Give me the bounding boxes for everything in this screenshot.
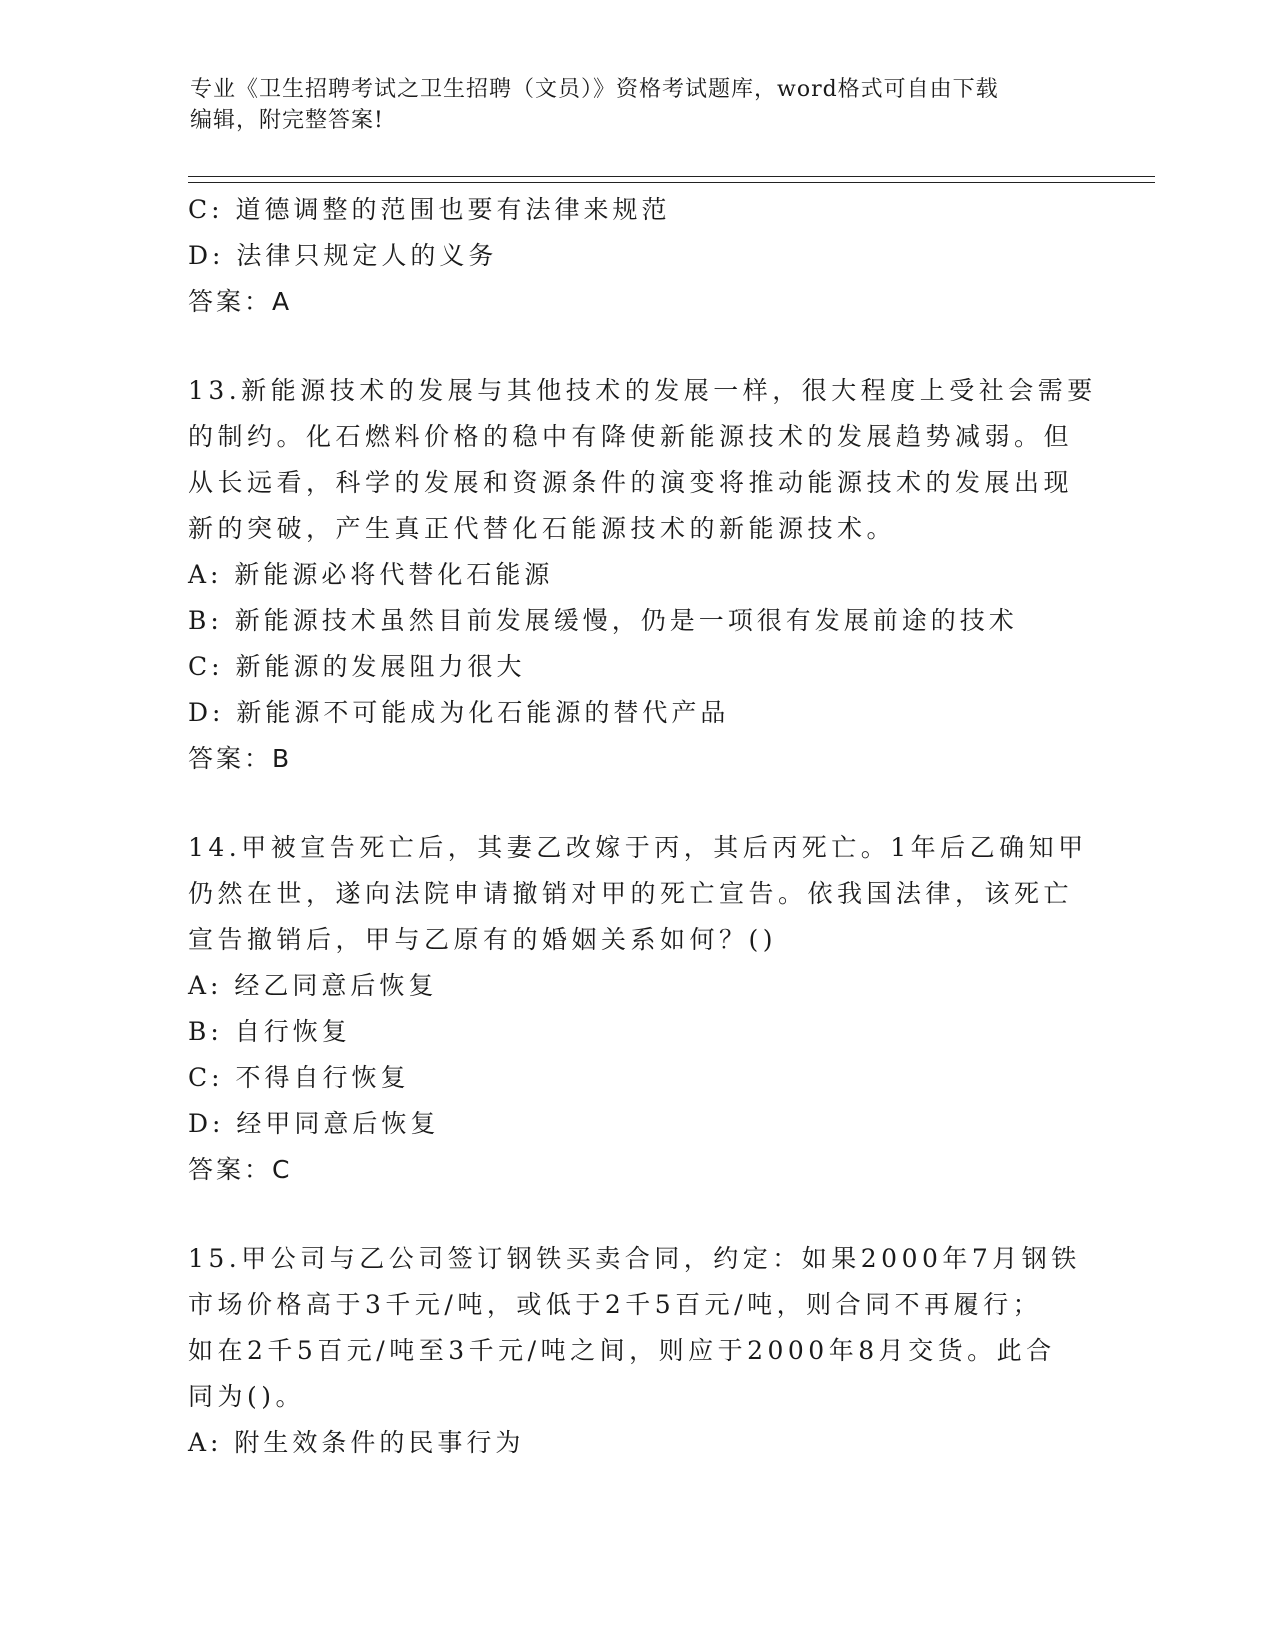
answer-line: 答案：B xyxy=(188,744,293,773)
header-divider-top xyxy=(188,176,1155,177)
answer-line: 答案：C xyxy=(188,1155,293,1184)
stem-line: 如在2千5百元/吨至3千元/吨之间，则应于2000年8月交货。此合 xyxy=(188,1336,1056,1365)
document-header xyxy=(190,74,1090,136)
stem-line: 13.新能源技术的发展与其他技术的发展一样，很大程度上受社会需要 xyxy=(188,376,1097,405)
option-a: A: 新能源必将代替化石能源 xyxy=(188,560,554,589)
answer-line: 答案：A xyxy=(188,287,293,316)
option-b: B: 新能源技术虽然目前发展缓慢，仍是一项很有发展前途的技术 xyxy=(188,606,1018,635)
stem-line: 15.甲公司与乙公司签订钢铁买卖合同，约定：如果2000年7月钢铁 xyxy=(188,1244,1081,1273)
stem-line: 仍然在世，遂向法院申请撤销对甲的死亡宣告。依我国法律，该死亡 xyxy=(188,879,1074,908)
option-c: C: 道德调整的范围也要有法律来规范 xyxy=(188,195,671,224)
header-divider-bottom xyxy=(188,182,1155,183)
stem-line: 新的突破，产生真正代替化石能源技术的新能源技术。 xyxy=(188,514,897,543)
option-b: B: 自行恢复 xyxy=(188,1017,351,1046)
stem-line: 的制约。化石燃料价格的稳中有降使新能源技术的发展趋势减弱。但 xyxy=(188,422,1074,451)
question-15 xyxy=(188,1236,1088,1466)
question-14 xyxy=(188,825,1088,1193)
option-d: D: 新能源不可能成为化石能源的替代产品 xyxy=(188,698,730,727)
question-12-tail xyxy=(188,187,1088,325)
stem-line: 同为()。 xyxy=(188,1382,306,1411)
stem-line: 从长远看，科学的发展和资源条件的演变将推动能源技术的发展出现 xyxy=(188,468,1074,497)
option-c: C: 不得自行恢复 xyxy=(188,1063,410,1092)
question-stem xyxy=(188,368,1097,552)
option-a: A: 经乙同意后恢复 xyxy=(188,971,438,1000)
document-body xyxy=(188,187,1097,1466)
option-d: D: 法律只规定人的义务 xyxy=(188,241,498,270)
spacer xyxy=(188,782,1088,825)
header-line-1: 专业《卫生招聘考试之卫生招聘（文员）》资格考试题库，word格式可自由下载 xyxy=(190,77,999,102)
stem-line: 宣告撤销后，甲与乙原有的婚姻关系如何？() xyxy=(188,925,778,954)
question-stem xyxy=(188,825,1088,963)
question-13 xyxy=(188,368,1097,782)
stem-line: 14.甲被宣告死亡后，其妻乙改嫁于丙，其后丙死亡。1年后乙确知甲 xyxy=(188,833,1088,862)
header-line-2: 编辑，附完整答案! xyxy=(190,108,384,133)
question-stem xyxy=(188,1236,1088,1420)
option-d: D: 经甲同意后恢复 xyxy=(188,1109,440,1138)
spacer xyxy=(188,1193,1088,1236)
spacer xyxy=(188,325,1088,368)
option-a: A: 附生效条件的民事行为 xyxy=(188,1428,525,1457)
stem-line: 市场价格高于3千元/吨，或低于2千5百元/吨，则合同不再履行； xyxy=(188,1290,1043,1319)
option-c: C: 新能源的发展阻力很大 xyxy=(188,652,526,681)
